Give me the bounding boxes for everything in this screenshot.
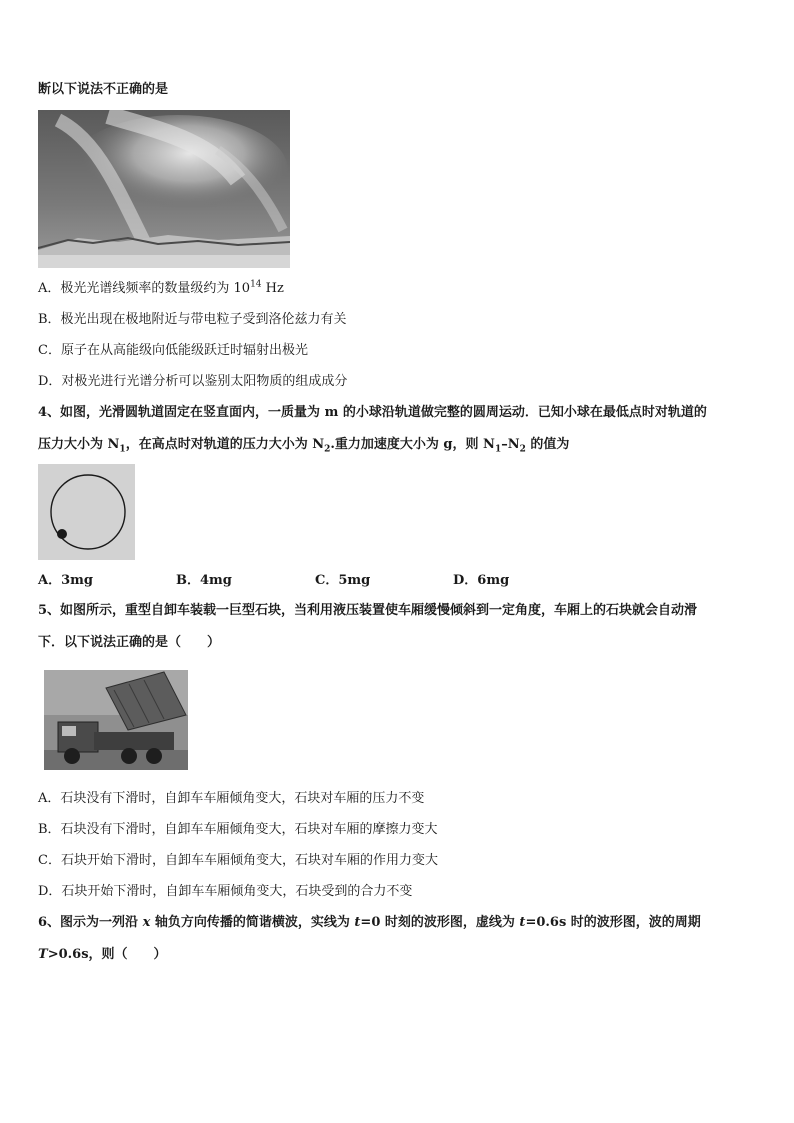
q6-stem-line1: [38, 915, 701, 931]
q6-var-x: x: [142, 915, 151, 930]
q6-text-3: =0 时刻的波形图，虚线为: [360, 915, 520, 930]
ball-icon: [57, 529, 67, 539]
circular-track-figure: [38, 464, 135, 560]
q5-option-a: A．石块没有下滑时，自卸车车厢倾角变大，石块对车厢的压力不变: [38, 791, 425, 806]
q4-option-a: A．3mg: [38, 573, 93, 588]
q6-text-2: 轴负方向传播的简谐横波，实线为: [150, 915, 355, 930]
dump-truck-photo: [44, 670, 188, 770]
q4-sub-2: 2: [324, 444, 331, 455]
intro-text: 断以下说法不正确的是: [38, 82, 169, 97]
aurora-image: [38, 110, 290, 268]
q3-option-a-exponent: 14: [250, 279, 262, 290]
q6-text-1: 6、图示为一列沿: [38, 915, 143, 930]
dump-truck-image: [44, 670, 188, 770]
q6-var-t-b: t: [519, 915, 526, 930]
q3-option-d: D．对极光进行光谱分析可以鉴别太阳物质的组成成分: [38, 374, 348, 389]
q4-sub-3: 1: [494, 444, 502, 455]
q6-stem-line2: [38, 947, 167, 963]
q4-text-4: –N: [501, 437, 520, 452]
q5-option-c: C．石块开始下滑时，自卸车车厢倾角变大，石块对车厢的作用力变大: [38, 853, 438, 868]
q5-stem-line2: 下．以下说法正确的是（ ）: [38, 635, 221, 650]
q5-stem-line1: 5、如图所示，重型自卸车装载一巨型石块，当利用液压装置使车厢缓慢倾斜到一定角度，车厢上的石块就会自动滑: [38, 603, 698, 618]
q4-text-2: ，在高点时对轨道的压力大小为 N: [125, 437, 325, 452]
q4-option-b: B．4mg: [176, 573, 232, 588]
q3-option-a: [38, 281, 284, 297]
q3-option-c: C．原子在从高能级向低能级跃迁时辐射出极光: [38, 343, 308, 358]
q4-option-d: D．6mg: [453, 573, 510, 588]
q4-text-5: 的值为: [525, 437, 570, 452]
q4-sub-1: 1: [119, 444, 126, 455]
q4-option-c: C．5mg: [315, 573, 371, 588]
q5-option-d: D．石块开始下滑时，自卸车车厢倾角变大，石块受到的合力不变: [38, 884, 413, 899]
q6-var-period: T: [38, 947, 48, 962]
q3-option-a-unit: Hz: [261, 281, 284, 296]
q6-var-t-a: t: [354, 915, 361, 930]
q4-stem-line1: 4、如图，光滑圆轨道固定在竖直面内，一质量为 m 的小球沿轨道做完整的圆周运动．已知小球在最低点时对轨道的: [38, 405, 707, 420]
q6-text-4: =0.6s 时的波形图，波的周期: [525, 915, 701, 930]
circular-track-diagram: [38, 464, 135, 560]
q3-option-b: B．极光出现在极地附近与带电粒子受到洛伦兹力有关: [38, 312, 347, 327]
q4-text-3: .重力加速度大小为 g，则 N: [330, 437, 495, 452]
aurora-photo: [38, 110, 290, 268]
q4-text-1: 压力大小为 N: [38, 437, 120, 452]
q4-sub-4: 2: [519, 444, 526, 455]
q6-text-5: >0.6s，则（ ）: [47, 947, 167, 962]
q5-option-b: B．石块没有下滑时，自卸车车厢倾角变大，石块对车厢的摩擦力变大: [38, 822, 438, 837]
q4-stem-line2: [38, 437, 569, 453]
q3-option-a-text: A．极光光谱线频率的数量级约为 10: [38, 281, 251, 296]
